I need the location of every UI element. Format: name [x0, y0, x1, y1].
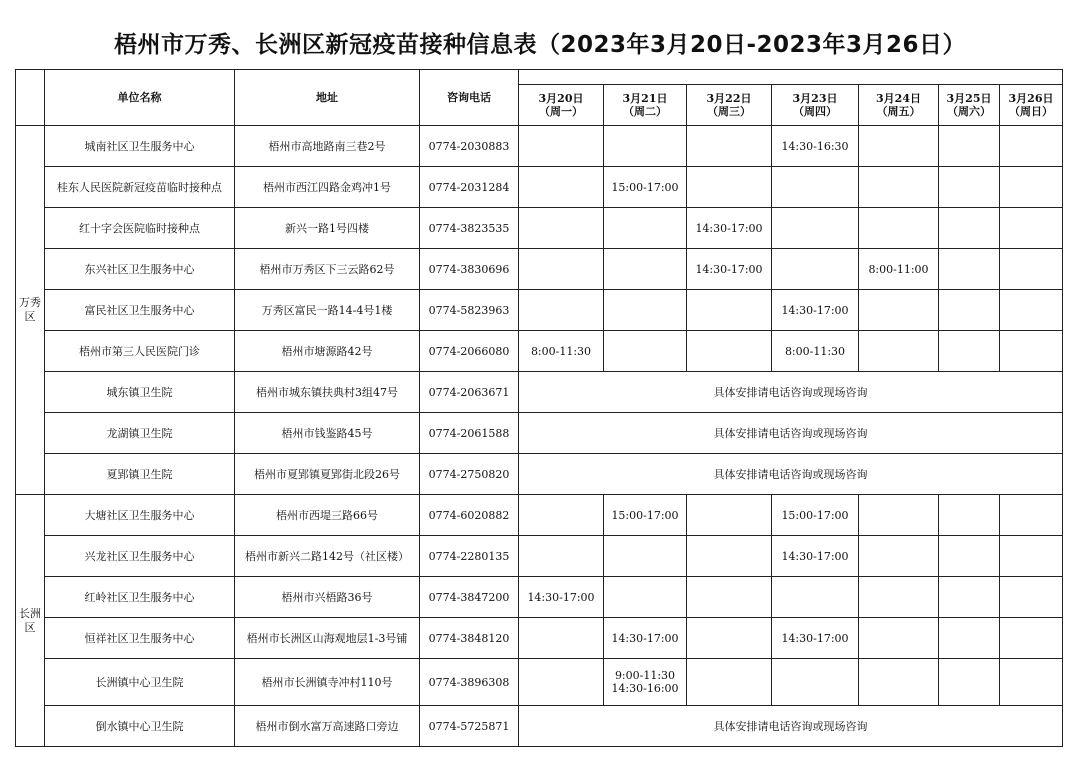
address-cell: 梧州市塘源路42号 [235, 331, 420, 372]
day-weekday: （周三） [707, 105, 751, 118]
schedule-slot-cell [1000, 167, 1063, 208]
day-date: 3月22日 [706, 92, 752, 105]
phone-cell: 0774-2066080 [420, 331, 519, 372]
time-slot: 14:30-17:00 [695, 221, 763, 235]
header-corner-cell [16, 70, 45, 126]
schedule-slot-cell [687, 331, 772, 372]
schedule-slot-cell [859, 167, 939, 208]
schedule-slot-cell [687, 167, 772, 208]
schedule-slot-cell [859, 659, 939, 706]
header-unit-name: 单位名称 [45, 70, 235, 126]
schedule-note-cell: 具体安排请电话咨询或现场咨询 [519, 454, 1063, 495]
day-header-cell [939, 85, 1000, 126]
schedule-slot-cell [939, 167, 1000, 208]
schedule-slot-cell [519, 167, 604, 208]
schedule-slot-cell [772, 208, 859, 249]
address-cell: 梧州市长洲区山海观地层1-3号铺 [235, 618, 420, 659]
schedule-slot-cell [772, 126, 859, 167]
district-cell: 长洲区 [16, 495, 45, 747]
unit-name-cell: 大塘社区卫生服务中心 [45, 495, 235, 536]
schedule-slot-cell [604, 208, 687, 249]
schedule-slot-cell [772, 331, 859, 372]
schedule-slot-cell [1000, 208, 1063, 249]
header-days-group [519, 70, 1063, 85]
unit-name-cell: 富民社区卫生服务中心 [45, 290, 235, 331]
table-row [16, 706, 1063, 747]
schedule-slot-cell [1000, 536, 1063, 577]
schedule-slot-cell [859, 331, 939, 372]
time-slot: 14:30-17:00 [695, 262, 763, 276]
table-row [16, 290, 1063, 331]
table-row [16, 208, 1063, 249]
schedule-slot-cell [1000, 249, 1063, 290]
day-date: 3月24日 [876, 92, 921, 105]
schedule-slot-cell [1000, 126, 1063, 167]
schedule-slot-cell [519, 659, 604, 706]
schedule-slot-cell [604, 249, 687, 290]
time-slot: 8:00-11:30 [530, 344, 592, 358]
schedule-slot-cell [1000, 290, 1063, 331]
phone-cell: 0774-3896308 [420, 659, 519, 706]
schedule-slot-cell [519, 290, 604, 331]
schedule-slot-cell [687, 659, 772, 706]
phone-cell: 0774-6020882 [420, 495, 519, 536]
unit-name-cell: 龙湖镇卫生院 [45, 413, 235, 454]
time-slot: 14:30-17:00 [781, 303, 849, 317]
time-slot: 14:30-16:30 [781, 139, 849, 153]
address-cell: 梧州市西堤三路66号 [235, 495, 420, 536]
unit-name-cell: 东兴社区卫生服务中心 [45, 249, 235, 290]
table-row [16, 454, 1063, 495]
table-row [16, 126, 1063, 167]
time-slot: 14:30-17:00 [527, 590, 595, 604]
vaccination-schedule-table [15, 69, 1063, 747]
schedule-slot-cell [772, 536, 859, 577]
address-cell: 梧州市新兴二路142号（社区楼） [235, 536, 420, 577]
table-row [16, 413, 1063, 454]
address-cell: 梧州市兴梧路36号 [235, 577, 420, 618]
schedule-slot-cell [519, 208, 604, 249]
schedule-slot-cell [604, 577, 687, 618]
address-cell: 梧州市城东镇扶典村3组47号 [235, 372, 420, 413]
day-weekday: （周日） [1009, 105, 1053, 118]
address-cell: 梧州市倒水富万高速路口旁边 [235, 706, 420, 747]
schedule-slot-cell [859, 618, 939, 659]
schedule-slot-cell [519, 577, 604, 618]
unit-name-cell: 城东镇卫生院 [45, 372, 235, 413]
schedule-slot-cell [859, 536, 939, 577]
schedule-slot-cell [772, 249, 859, 290]
schedule-slot-cell [604, 495, 687, 536]
schedule-slot-cell [519, 249, 604, 290]
schedule-slot-cell [772, 167, 859, 208]
phone-cell: 0774-2750820 [420, 454, 519, 495]
unit-name-cell: 梧州市第三人民医院门诊 [45, 331, 235, 372]
unit-name-cell: 城南社区卫生服务中心 [45, 126, 235, 167]
schedule-slot-cell [687, 126, 772, 167]
page-title: 梧州市万秀、长洲区新冠疫苗接种信息表（2023年3月20日-2023年3月26日） [113, 32, 967, 58]
schedule-slot-cell [1000, 659, 1063, 706]
schedule-slot-cell [687, 290, 772, 331]
time-slot: 9:00-11:30 [614, 669, 676, 682]
table-row [16, 577, 1063, 618]
schedule-slot-cell [604, 536, 687, 577]
schedule-slot-cell [939, 495, 1000, 536]
schedule-slot-cell [604, 290, 687, 331]
table-row [16, 536, 1063, 577]
schedule-slot-cell [939, 659, 1000, 706]
schedule-slot-cell [772, 577, 859, 618]
address-cell: 新兴一路1号四楼 [235, 208, 420, 249]
day-weekday: （周四） [793, 105, 837, 118]
header-phone: 咨询电话 [420, 70, 519, 126]
day-header-cell [859, 85, 939, 126]
schedule-slot-cell [859, 495, 939, 536]
phone-cell: 0774-3823535 [420, 208, 519, 249]
table-row [16, 249, 1063, 290]
schedule-slot-cell [687, 577, 772, 618]
day-date: 3月23日 [792, 92, 838, 105]
time-slot: 15:00-17:00 [781, 508, 849, 522]
day-header-cell [604, 85, 687, 126]
day-weekday: （周五） [876, 105, 921, 118]
address-cell: 万秀区富民一路14-4号1楼 [235, 290, 420, 331]
schedule-slot-cell [859, 577, 939, 618]
table-row [16, 167, 1063, 208]
schedule-slot-cell [604, 126, 687, 167]
schedule-slot-cell [687, 495, 772, 536]
schedule-slot-cell [1000, 577, 1063, 618]
schedule-slot-cell [1000, 618, 1063, 659]
unit-name-cell: 倒水镇中心卫生院 [45, 706, 235, 747]
phone-cell: 0774-3830696 [420, 249, 519, 290]
schedule-slot-cell [859, 249, 939, 290]
unit-name-cell: 桂东人民医院新冠疫苗临时接种点 [45, 167, 235, 208]
address-cell: 梧州市长洲镇寺冲村110号 [235, 659, 420, 706]
unit-name-cell: 恒祥社区卫生服务中心 [45, 618, 235, 659]
phone-cell: 0774-2031284 [420, 167, 519, 208]
schedule-slot-cell [604, 618, 687, 659]
schedule-slot-cell [772, 618, 859, 659]
schedule-slot-cell [687, 536, 772, 577]
unit-name-cell: 兴龙社区卫生服务中心 [45, 536, 235, 577]
day-date: 3月20日 [538, 92, 584, 105]
phone-cell: 0774-2061588 [420, 413, 519, 454]
time-slot: 14:30-17:00 [781, 549, 849, 563]
schedule-slot-cell [772, 290, 859, 331]
schedule-slot-cell [859, 126, 939, 167]
time-slot: 15:00-17:00 [611, 508, 679, 522]
schedule-slot-cell [604, 331, 687, 372]
day-header-cell [687, 85, 772, 126]
schedule-slot-cell [859, 290, 939, 331]
time-slot: 14:30-16:00 [611, 682, 679, 695]
day-weekday: （周一） [539, 105, 583, 118]
table-row [16, 659, 1063, 706]
address-cell: 梧州市夏郢镇夏郢街北段26号 [235, 454, 420, 495]
schedule-slot-cell [604, 659, 687, 706]
schedule-slot-cell [519, 536, 604, 577]
schedule-slot-cell [939, 290, 1000, 331]
schedule-slot-cell [939, 618, 1000, 659]
day-date: 3月25日 [946, 92, 992, 105]
time-slot: 8:00-11:00 [868, 262, 929, 276]
table-row [16, 495, 1063, 536]
day-weekday: （周二） [623, 105, 667, 118]
schedule-slot-cell [1000, 331, 1063, 372]
schedule-note-cell: 具体安排请电话咨询或现场咨询 [519, 372, 1063, 413]
header-address: 地址 [235, 70, 420, 126]
schedule-slot-cell [939, 249, 1000, 290]
phone-cell: 0774-2030883 [420, 126, 519, 167]
schedule-slot-cell [687, 208, 772, 249]
unit-name-cell: 夏郢镇卫生院 [45, 454, 235, 495]
schedule-slot-cell [687, 249, 772, 290]
unit-name-cell: 红岭社区卫生服务中心 [45, 577, 235, 618]
schedule-slot-cell [687, 618, 772, 659]
unit-name-cell: 红十字会医院临时接种点 [45, 208, 235, 249]
schedule-slot-cell [604, 167, 687, 208]
schedule-slot-cell [772, 659, 859, 706]
schedule-slot-cell [859, 208, 939, 249]
time-slot: 8:00-11:30 [784, 344, 846, 358]
schedule-slot-cell [939, 126, 1000, 167]
phone-cell: 0774-2280135 [420, 536, 519, 577]
schedule-slot-cell [939, 208, 1000, 249]
schedule-slot-cell [519, 331, 604, 372]
phone-cell: 0774-3847200 [420, 577, 519, 618]
unit-name-cell: 长洲镇中心卫生院 [45, 659, 235, 706]
schedule-slot-cell [772, 495, 859, 536]
address-cell: 梧州市万秀区下三云路62号 [235, 249, 420, 290]
time-slot: 14:30-17:00 [781, 631, 849, 645]
phone-cell: 0774-5823963 [420, 290, 519, 331]
schedule-slot-cell [939, 536, 1000, 577]
day-date: 3月26日 [1008, 92, 1054, 105]
header-row-top [16, 70, 1063, 85]
day-header-cell [1000, 85, 1063, 126]
schedule-slot-cell [519, 495, 604, 536]
day-header-cell [519, 85, 604, 126]
address-cell: 梧州市高地路南三巷2号 [235, 126, 420, 167]
schedule-note-cell: 具体安排请电话咨询或现场咨询 [519, 706, 1063, 747]
schedule-slot-cell [939, 331, 1000, 372]
schedule-slot-cell [939, 577, 1000, 618]
day-weekday: （周六） [947, 105, 991, 118]
address-cell: 梧州市西江四路金鸡冲1号 [235, 167, 420, 208]
time-slot: 15:00-17:00 [611, 180, 679, 194]
district-cell: 万秀区 [16, 126, 45, 495]
schedule-slot-cell [1000, 495, 1063, 536]
day-header-cell [772, 85, 859, 126]
schedule-slot-cell [519, 618, 604, 659]
phone-cell: 0774-3848120 [420, 618, 519, 659]
schedule-slot-cell [519, 126, 604, 167]
time-slot: 14:30-17:00 [611, 631, 679, 645]
phone-cell: 0774-5725871 [420, 706, 519, 747]
table-row [16, 331, 1063, 372]
table-row [16, 618, 1063, 659]
phone-cell: 0774-2063671 [420, 372, 519, 413]
address-cell: 梧州市钱鉴路45号 [235, 413, 420, 454]
day-date: 3月21日 [622, 92, 668, 105]
table-row [16, 372, 1063, 413]
schedule-note-cell: 具体安排请电话咨询或现场咨询 [519, 413, 1063, 454]
